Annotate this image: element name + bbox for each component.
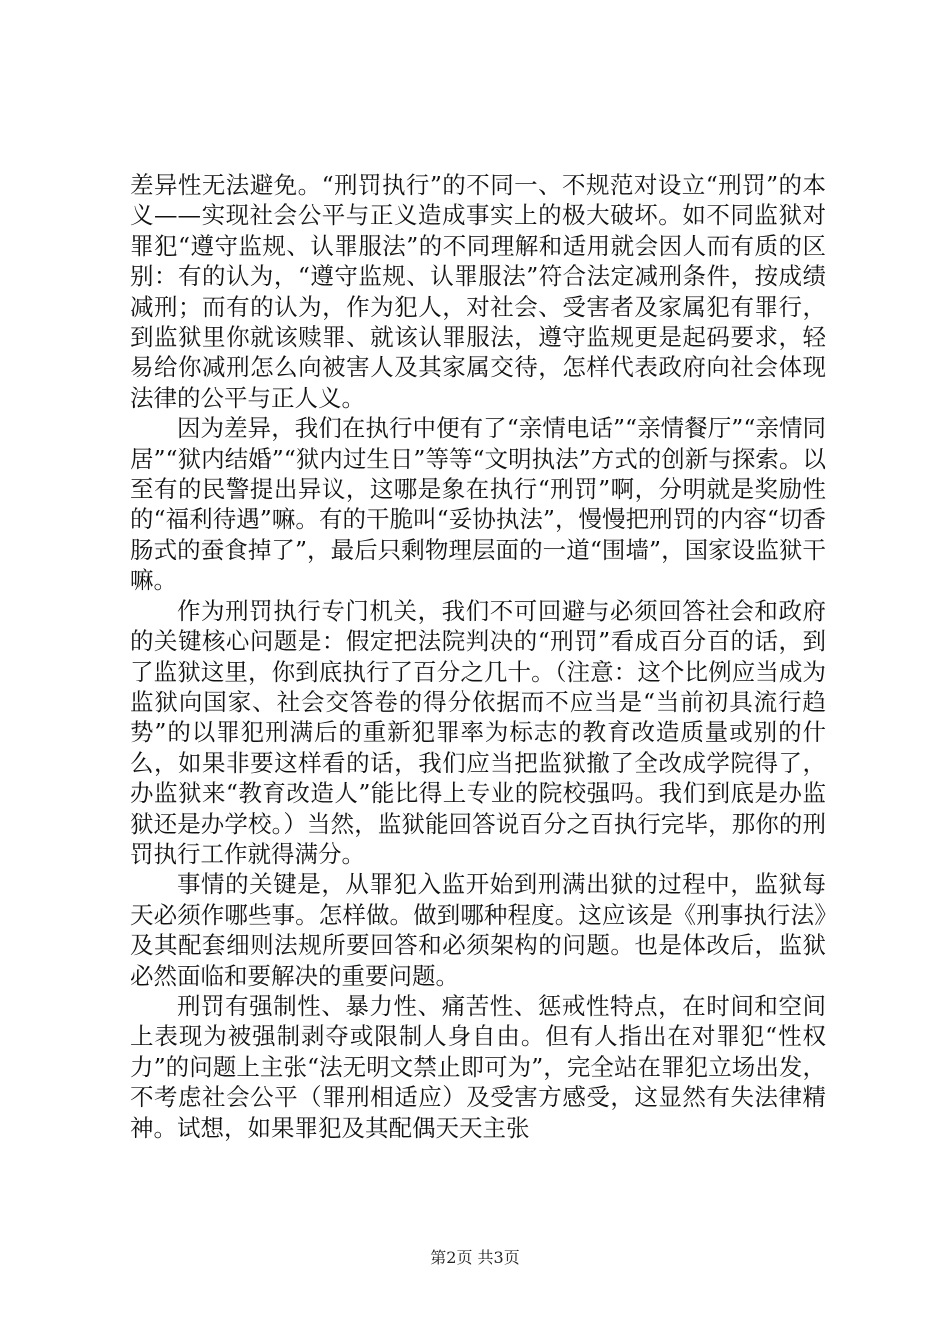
paragraph-4: 事情的关键是，从罪犯入监开始到刑满出狱的过程中，监狱每天必须作哪些事。怎样做。做到哪种程度。这应该是《刑事执行法》及其配套细则法规所要回答和必须架构的问题。也是体改后，监狱必然面临和要解决的重要问题。 xyxy=(130,870,826,990)
paragraph-3: 作为刑罚执行专门机关，我们不可回避与必须回答社会和政府的关键核心问题是：假定把法院判决的“刑罚”看成百分百的话，到了监狱这里，你到底执行了百分之几十。（注意：这个比例应当成为监狱向国家、社会交答卷的得分依据而不应当是“当前初具流行趋势”的以罪犯刑满后的重新犯罪率为标志的教育改造质量或别的什么，如果非要这样看的话，我们应当把监狱撤了全改成学院得了，办监狱来“教育改造人”能比得上专业的院校强吗。我们到底是办监狱还是办学校。）当然，监狱能回答说百分之百执行完毕，那你的刑罚执行工作就得满分。 xyxy=(130,596,826,868)
paragraph-1: 差异性无法避免。“刑罚执行”的不同一、不规范对设立“刑罚”的本义——实现社会公平与正义造成事实上的极大破坏。如不同监狱对罪犯“遵守监规、认罪服法”的不同理解和适用就会因人而有质的区别：有的认为，“遵守监规、认罪服法”符合法定减刑条件，按成绩减刑；而有的认为，作为犯人，对社会、受害者及家属犯有罪行，到监狱里你就该赎罪、就该认罪服法，遵守监规更是起码要求，轻易给你减刑怎么向被害人及其家属交待，怎样代表政府向社会体现法律的公平与正人义。 xyxy=(130,171,826,412)
document-body xyxy=(130,170,826,1143)
page-footer: 第2页 共3页 xyxy=(430,1248,520,1267)
paragraph-5: 刑罚有强制性、暴力性、痛苦性、惩戒性特点，在时间和空间上表现为被强制剥夺或限制人身自由。但有人指出在对罪犯“性权力”的问题上主张“法无明文禁止即可为”，完全站在罪犯立场出发，不考虑社会公平（罪刑相适应）及受害方感受，这显然有失法律精神。试想，如果罪犯及其配偶天天主张 xyxy=(130,991,826,1142)
paragraph-2: 因为差异，我们在执行中便有了“亲情电话”“亲情餐厅”“亲情同居”“狱内结婚”“狱内过生日”等等“文明执法”方式的创新与探索。以至有的民警提出异议，这哪是象在执行“刑罚”啊，分明就是奖励性的“福利待遇”嘛。有的干脆叫“妥协执法”，慢慢把刑罚的内容“切香肠式的蚕食掉了”，最后只剩物理层面的一道“围墙”，国家设监狱干嘛。 xyxy=(130,414,826,595)
